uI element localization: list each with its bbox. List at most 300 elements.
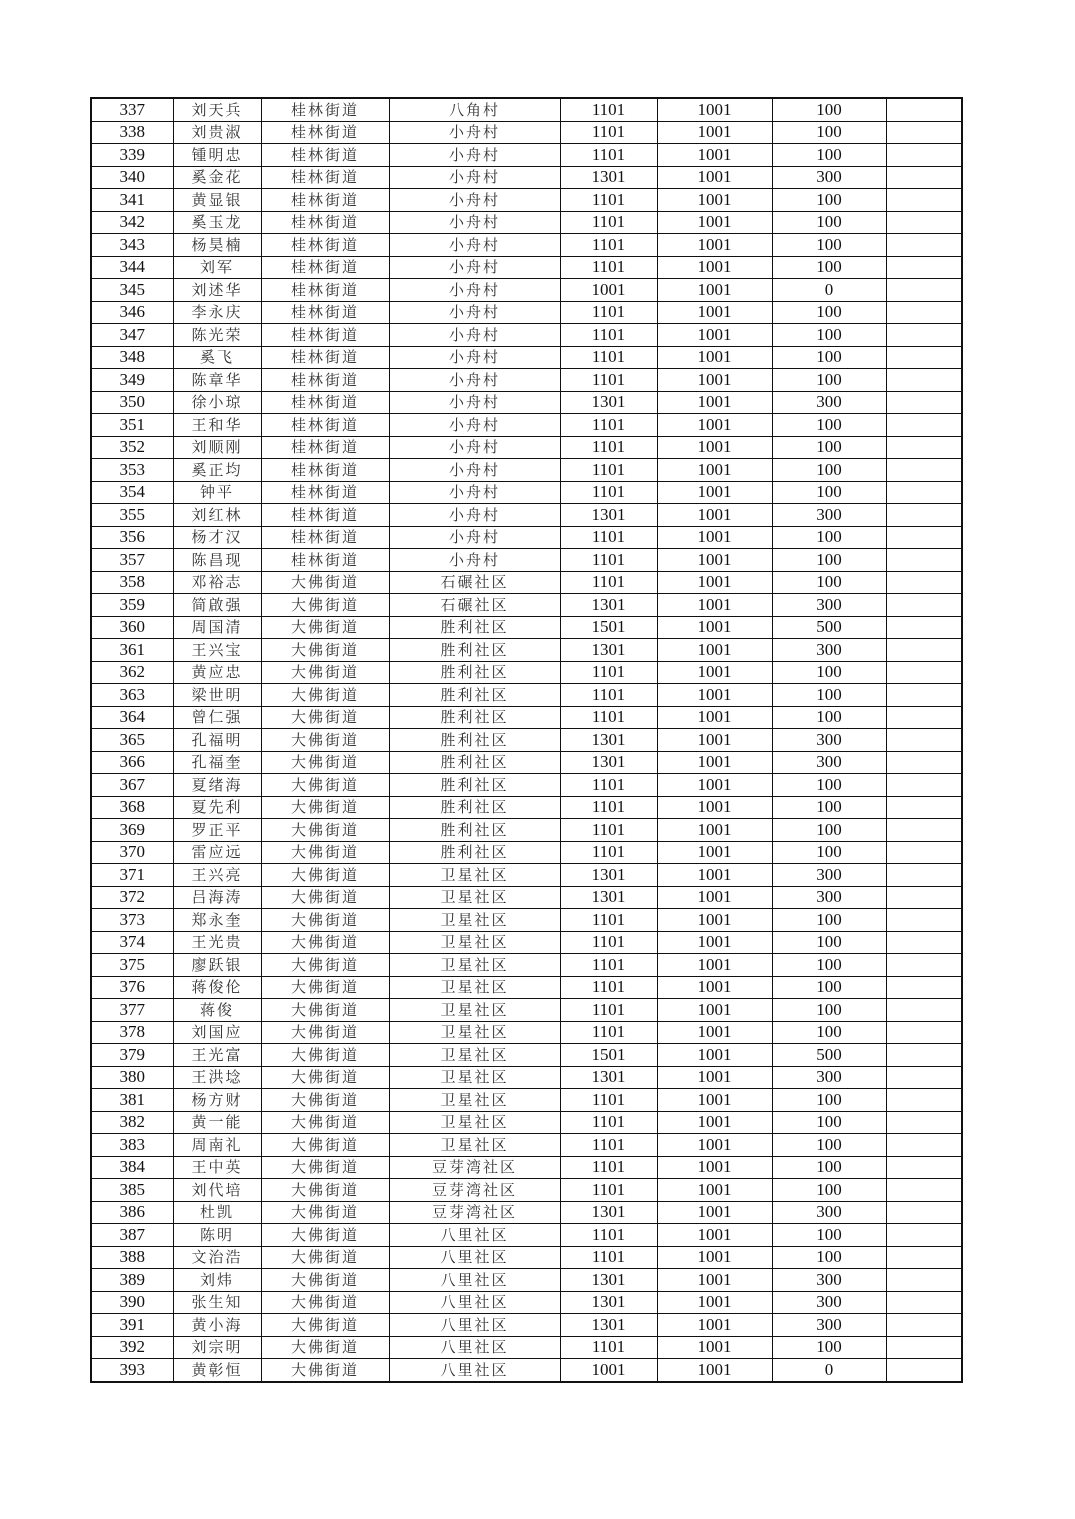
cell-name: 王光贵: [173, 931, 261, 954]
cell-community: 胜利社区: [389, 774, 560, 797]
cell-street: 大佛街道: [261, 796, 389, 819]
cell-remark: [886, 1111, 962, 1134]
cell-index: 388: [91, 1246, 173, 1269]
cell-street: 大佛街道: [261, 864, 389, 887]
cell-name: 李永庆: [173, 301, 261, 324]
cell-code-b: 1001: [657, 976, 772, 999]
cell-index: 370: [91, 841, 173, 864]
table-row: [91, 526, 962, 549]
cell-community: 八里社区: [389, 1359, 560, 1382]
cell-remark: [886, 166, 962, 189]
cell-index: 353: [91, 459, 173, 482]
table-row: [91, 144, 962, 167]
cell-code-a: 1301: [560, 864, 657, 887]
cell-code-a: 1101: [560, 369, 657, 392]
cell-code-a: 1101: [560, 1134, 657, 1157]
cell-name: 王中英: [173, 1156, 261, 1179]
cell-code-a: 1101: [560, 819, 657, 842]
cell-amount: 100: [772, 774, 886, 797]
cell-remark: [886, 234, 962, 257]
cell-amount: 300: [772, 391, 886, 414]
cell-amount: 100: [772, 661, 886, 684]
cell-code-b: 1001: [657, 504, 772, 527]
table-row: [91, 391, 962, 414]
cell-remark: [886, 346, 962, 369]
cell-street: 大佛街道: [261, 1246, 389, 1269]
cell-street: 大佛街道: [261, 1269, 389, 1292]
cell-index: 365: [91, 729, 173, 752]
cell-name: 黄彰恒: [173, 1359, 261, 1382]
cell-street: 桂林街道: [261, 436, 389, 459]
cell-code-a: 1101: [560, 954, 657, 977]
cell-remark: [886, 954, 962, 977]
cell-code-b: 1001: [657, 1246, 772, 1269]
table-row: [91, 1269, 962, 1292]
cell-remark: [886, 504, 962, 527]
cell-name: 王兴宝: [173, 639, 261, 662]
cell-remark: [886, 211, 962, 234]
cell-remark: [886, 616, 962, 639]
cell-street: 桂林街道: [261, 301, 389, 324]
table-row: [91, 639, 962, 662]
cell-amount: 300: [772, 1269, 886, 1292]
cell-index: 375: [91, 954, 173, 977]
cell-community: 八里社区: [389, 1246, 560, 1269]
cell-code-b: 1001: [657, 841, 772, 864]
cell-community: 小舟村: [389, 549, 560, 572]
cell-street: 桂林街道: [261, 391, 389, 414]
cell-street: 桂林街道: [261, 144, 389, 167]
cell-code-a: 1101: [560, 121, 657, 144]
cell-index: 340: [91, 166, 173, 189]
cell-code-b: 1001: [657, 1269, 772, 1292]
cell-code-a: 1101: [560, 436, 657, 459]
cell-code-b: 1001: [657, 999, 772, 1022]
cell-street: 大佛街道: [261, 639, 389, 662]
cell-amount: 100: [772, 571, 886, 594]
cell-street: 桂林街道: [261, 189, 389, 212]
cell-name: 周国清: [173, 616, 261, 639]
cell-street: 大佛街道: [261, 1089, 389, 1112]
cell-street: 大佛街道: [261, 706, 389, 729]
table-row: [91, 1336, 962, 1359]
cell-street: 大佛街道: [261, 1291, 389, 1314]
cell-community: 卫星社区: [389, 931, 560, 954]
cell-amount: 100: [772, 121, 886, 144]
cell-index: 349: [91, 369, 173, 392]
cell-amount: 100: [772, 1156, 886, 1179]
cell-code-b: 1001: [657, 526, 772, 549]
cell-street: 大佛街道: [261, 1336, 389, 1359]
cell-street: 桂林街道: [261, 459, 389, 482]
cell-index: 355: [91, 504, 173, 527]
cell-community: 小舟村: [389, 504, 560, 527]
cell-index: 350: [91, 391, 173, 414]
cell-remark: [886, 526, 962, 549]
table-row: [91, 864, 962, 887]
cell-remark: [886, 1066, 962, 1089]
cell-code-a: 1101: [560, 324, 657, 347]
cell-code-a: 1101: [560, 301, 657, 324]
cell-amount: 100: [772, 189, 886, 212]
cell-name: 周南礼: [173, 1134, 261, 1157]
cell-code-a: 1101: [560, 234, 657, 257]
cell-index: 361: [91, 639, 173, 662]
cell-community: 胜利社区: [389, 616, 560, 639]
cell-community: 胜利社区: [389, 819, 560, 842]
cell-street: 大佛街道: [261, 909, 389, 932]
cell-amount: 100: [772, 706, 886, 729]
table-row: [91, 1134, 962, 1157]
cell-community: 小舟村: [389, 481, 560, 504]
cell-code-a: 1101: [560, 1224, 657, 1247]
cell-street: 桂林街道: [261, 279, 389, 302]
cell-street: 大佛街道: [261, 1201, 389, 1224]
cell-amount: 100: [772, 369, 886, 392]
table-row: [91, 189, 962, 212]
cell-name: 曾仁强: [173, 706, 261, 729]
cell-index: 386: [91, 1201, 173, 1224]
cell-index: 379: [91, 1044, 173, 1067]
cell-street: 大佛街道: [261, 819, 389, 842]
cell-amount: 100: [772, 976, 886, 999]
table-row: [91, 436, 962, 459]
cell-street: 大佛街道: [261, 594, 389, 617]
cell-street: 桂林街道: [261, 549, 389, 572]
cell-amount: 300: [772, 594, 886, 617]
cell-community: 小舟村: [389, 346, 560, 369]
cell-code-b: 1001: [657, 909, 772, 932]
cell-code-a: 1101: [560, 1089, 657, 1112]
cell-community: 小舟村: [389, 436, 560, 459]
cell-name: 刘代培: [173, 1179, 261, 1202]
cell-remark: [886, 774, 962, 797]
cell-community: 小舟村: [389, 144, 560, 167]
cell-street: 桂林街道: [261, 504, 389, 527]
cell-community: 卫星社区: [389, 1089, 560, 1112]
cell-code-a: 1301: [560, 1201, 657, 1224]
cell-code-a: 1101: [560, 549, 657, 572]
table-row: [91, 706, 962, 729]
cell-name: 蒋俊: [173, 999, 261, 1022]
cell-amount: 300: [772, 729, 886, 752]
table-row: [91, 504, 962, 527]
cell-code-a: 1301: [560, 166, 657, 189]
cell-community: 胜利社区: [389, 661, 560, 684]
cell-community: 胜利社区: [389, 684, 560, 707]
cell-code-b: 1001: [657, 751, 772, 774]
cell-community: 卫星社区: [389, 954, 560, 977]
cell-community: 卫星社区: [389, 864, 560, 887]
cell-remark: [886, 1246, 962, 1269]
cell-community: 胜利社区: [389, 751, 560, 774]
cell-amount: 100: [772, 1134, 886, 1157]
cell-remark: [886, 751, 962, 774]
cell-code-a: 1101: [560, 1246, 657, 1269]
table-row: [91, 571, 962, 594]
cell-street: 大佛街道: [261, 616, 389, 639]
cell-code-b: 1001: [657, 1021, 772, 1044]
table-row: [91, 909, 962, 932]
cell-name: 黄一能: [173, 1111, 261, 1134]
cell-street: 大佛街道: [261, 1111, 389, 1134]
cell-index: 357: [91, 549, 173, 572]
cell-name: 刘顺刚: [173, 436, 261, 459]
table-row: [91, 751, 962, 774]
cell-amount: 300: [772, 751, 886, 774]
table-row: [91, 1111, 962, 1134]
cell-community: 卫星社区: [389, 999, 560, 1022]
cell-amount: 100: [772, 346, 886, 369]
cell-amount: 100: [772, 414, 886, 437]
cell-street: 大佛街道: [261, 751, 389, 774]
cell-index: 392: [91, 1336, 173, 1359]
cell-index: 382: [91, 1111, 173, 1134]
cell-index: 391: [91, 1314, 173, 1337]
cell-remark: [886, 1291, 962, 1314]
cell-code-b: 1001: [657, 1066, 772, 1089]
cell-name: 王光富: [173, 1044, 261, 1067]
cell-remark: [886, 706, 962, 729]
cell-amount: 100: [772, 459, 886, 482]
cell-community: 八里社区: [389, 1314, 560, 1337]
cell-index: 352: [91, 436, 173, 459]
cell-index: 371: [91, 864, 173, 887]
cell-community: 卫星社区: [389, 1134, 560, 1157]
cell-index: 360: [91, 616, 173, 639]
table-body: [91, 98, 962, 1382]
cell-name: 刘天兵: [173, 98, 261, 121]
cell-remark: [886, 594, 962, 617]
cell-amount: 100: [772, 256, 886, 279]
cell-remark: [886, 1269, 962, 1292]
cell-index: 338: [91, 121, 173, 144]
table-row: [91, 729, 962, 752]
cell-code-a: 1301: [560, 639, 657, 662]
cell-street: 桂林街道: [261, 121, 389, 144]
cell-code-b: 1001: [657, 571, 772, 594]
cell-index: 337: [91, 98, 173, 121]
cell-code-a: 1301: [560, 1291, 657, 1314]
cell-index: 364: [91, 706, 173, 729]
cell-code-b: 1001: [657, 324, 772, 347]
cell-street: 大佛街道: [261, 1044, 389, 1067]
cell-amount: 300: [772, 886, 886, 909]
cell-name: 黄显银: [173, 189, 261, 212]
cell-community: 八角村: [389, 98, 560, 121]
cell-code-b: 1001: [657, 1291, 772, 1314]
cell-amount: 100: [772, 796, 886, 819]
cell-community: 石碾社区: [389, 594, 560, 617]
cell-code-a: 1101: [560, 211, 657, 234]
cell-amount: 100: [772, 999, 886, 1022]
cell-code-b: 1001: [657, 706, 772, 729]
cell-code-b: 1001: [657, 256, 772, 279]
cell-index: 376: [91, 976, 173, 999]
cell-name: 刘宗明: [173, 1336, 261, 1359]
cell-code-a: 1301: [560, 594, 657, 617]
cell-street: 大佛街道: [261, 841, 389, 864]
cell-remark: [886, 189, 962, 212]
cell-remark: [886, 369, 962, 392]
cell-amount: 0: [772, 279, 886, 302]
cell-community: 小舟村: [389, 256, 560, 279]
table-row: [91, 886, 962, 909]
cell-street: 大佛街道: [261, 1224, 389, 1247]
cell-index: 351: [91, 414, 173, 437]
table-row: [91, 1179, 962, 1202]
cell-code-a: 1101: [560, 976, 657, 999]
cell-code-a: 1101: [560, 481, 657, 504]
cell-name: 吕海涛: [173, 886, 261, 909]
cell-code-b: 1001: [657, 954, 772, 977]
cell-remark: [886, 976, 962, 999]
cell-community: 八里社区: [389, 1224, 560, 1247]
cell-street: 大佛街道: [261, 1156, 389, 1179]
table-row: [91, 819, 962, 842]
cell-index: 348: [91, 346, 173, 369]
cell-remark: [886, 256, 962, 279]
cell-code-a: 1101: [560, 256, 657, 279]
cell-street: 桂林街道: [261, 526, 389, 549]
cell-index: 344: [91, 256, 173, 279]
cell-remark: [886, 864, 962, 887]
cell-code-a: 1101: [560, 999, 657, 1022]
cell-remark: [886, 279, 962, 302]
cell-name: 刘炜: [173, 1269, 261, 1292]
table-row: [91, 931, 962, 954]
cell-code-a: 1101: [560, 346, 657, 369]
cell-code-b: 1001: [657, 346, 772, 369]
cell-name: 刘述华: [173, 279, 261, 302]
cell-index: 358: [91, 571, 173, 594]
cell-remark: [886, 1156, 962, 1179]
cell-amount: 100: [772, 954, 886, 977]
table-row: [91, 481, 962, 504]
cell-name: 张生知: [173, 1291, 261, 1314]
cell-index: 356: [91, 526, 173, 549]
table-row: [91, 256, 962, 279]
cell-community: 卫星社区: [389, 886, 560, 909]
cell-amount: 100: [772, 301, 886, 324]
cell-amount: 300: [772, 1314, 886, 1337]
cell-street: 桂林街道: [261, 481, 389, 504]
table-row: [91, 841, 962, 864]
cell-remark: [886, 98, 962, 121]
cell-code-b: 1001: [657, 594, 772, 617]
cell-code-b: 1001: [657, 481, 772, 504]
cell-code-b: 1001: [657, 661, 772, 684]
cell-index: 373: [91, 909, 173, 932]
cell-remark: [886, 324, 962, 347]
cell-name: 陈昌现: [173, 549, 261, 572]
cell-code-b: 1001: [657, 819, 772, 842]
cell-code-b: 1001: [657, 549, 772, 572]
table-row: [91, 594, 962, 617]
cell-code-a: 1101: [560, 841, 657, 864]
table-row: [91, 459, 962, 482]
table-row: [91, 1089, 962, 1112]
table-row: [91, 324, 962, 347]
cell-remark: [886, 796, 962, 819]
table-row: [91, 211, 962, 234]
table-row: [91, 346, 962, 369]
cell-name: 奚正均: [173, 459, 261, 482]
cell-street: 大佛街道: [261, 976, 389, 999]
table-row: [91, 1066, 962, 1089]
cell-code-b: 1001: [657, 234, 772, 257]
cell-name: 杨才汉: [173, 526, 261, 549]
table-row: [91, 976, 962, 999]
cell-code-b: 1001: [657, 211, 772, 234]
cell-community: 小舟村: [389, 414, 560, 437]
table-row: [91, 684, 962, 707]
cell-code-a: 1101: [560, 706, 657, 729]
cell-community: 豆芽湾社区: [389, 1201, 560, 1224]
cell-code-b: 1001: [657, 774, 772, 797]
cell-index: 377: [91, 999, 173, 1022]
cell-community: 小舟村: [389, 279, 560, 302]
cell-name: 孔福明: [173, 729, 261, 752]
cell-code-a: 1301: [560, 1269, 657, 1292]
cell-code-b: 1001: [657, 98, 772, 121]
cell-name: 陈光荣: [173, 324, 261, 347]
cell-community: 豆芽湾社区: [389, 1156, 560, 1179]
cell-code-b: 1001: [657, 1179, 772, 1202]
cell-community: 小舟村: [389, 166, 560, 189]
cell-community: 豆芽湾社区: [389, 1179, 560, 1202]
cell-amount: 300: [772, 166, 886, 189]
cell-code-a: 1001: [560, 279, 657, 302]
cell-name: 邓裕志: [173, 571, 261, 594]
cell-code-a: 1301: [560, 729, 657, 752]
cell-remark: [886, 1201, 962, 1224]
cell-code-a: 1301: [560, 751, 657, 774]
cell-code-a: 1001: [560, 1359, 657, 1382]
cell-street: 大佛街道: [261, 729, 389, 752]
cell-code-b: 1001: [657, 369, 772, 392]
cell-remark: [886, 436, 962, 459]
cell-code-a: 1101: [560, 1336, 657, 1359]
cell-remark: [886, 1134, 962, 1157]
cell-community: 小舟村: [389, 189, 560, 212]
cell-community: 八里社区: [389, 1269, 560, 1292]
cell-community: 小舟村: [389, 234, 560, 257]
cell-code-a: 1101: [560, 1156, 657, 1179]
cell-amount: 100: [772, 481, 886, 504]
cell-street: 大佛街道: [261, 774, 389, 797]
cell-code-b: 1001: [657, 391, 772, 414]
cell-street: 大佛街道: [261, 1179, 389, 1202]
cell-index: 339: [91, 144, 173, 167]
cell-code-a: 1101: [560, 144, 657, 167]
cell-amount: 500: [772, 1044, 886, 1067]
cell-remark: [886, 391, 962, 414]
cell-name: 梁世明: [173, 684, 261, 707]
cell-name: 文治浩: [173, 1246, 261, 1269]
cell-code-a: 1301: [560, 1066, 657, 1089]
cell-index: 347: [91, 324, 173, 347]
cell-code-b: 1001: [657, 1336, 772, 1359]
table-row: [91, 1224, 962, 1247]
cell-remark: [886, 1336, 962, 1359]
cell-name: 奚金花: [173, 166, 261, 189]
cell-community: 小舟村: [389, 211, 560, 234]
cell-code-b: 1001: [657, 144, 772, 167]
cell-name: 杜凯: [173, 1201, 261, 1224]
table-row: [91, 414, 962, 437]
cell-amount: 500: [772, 616, 886, 639]
